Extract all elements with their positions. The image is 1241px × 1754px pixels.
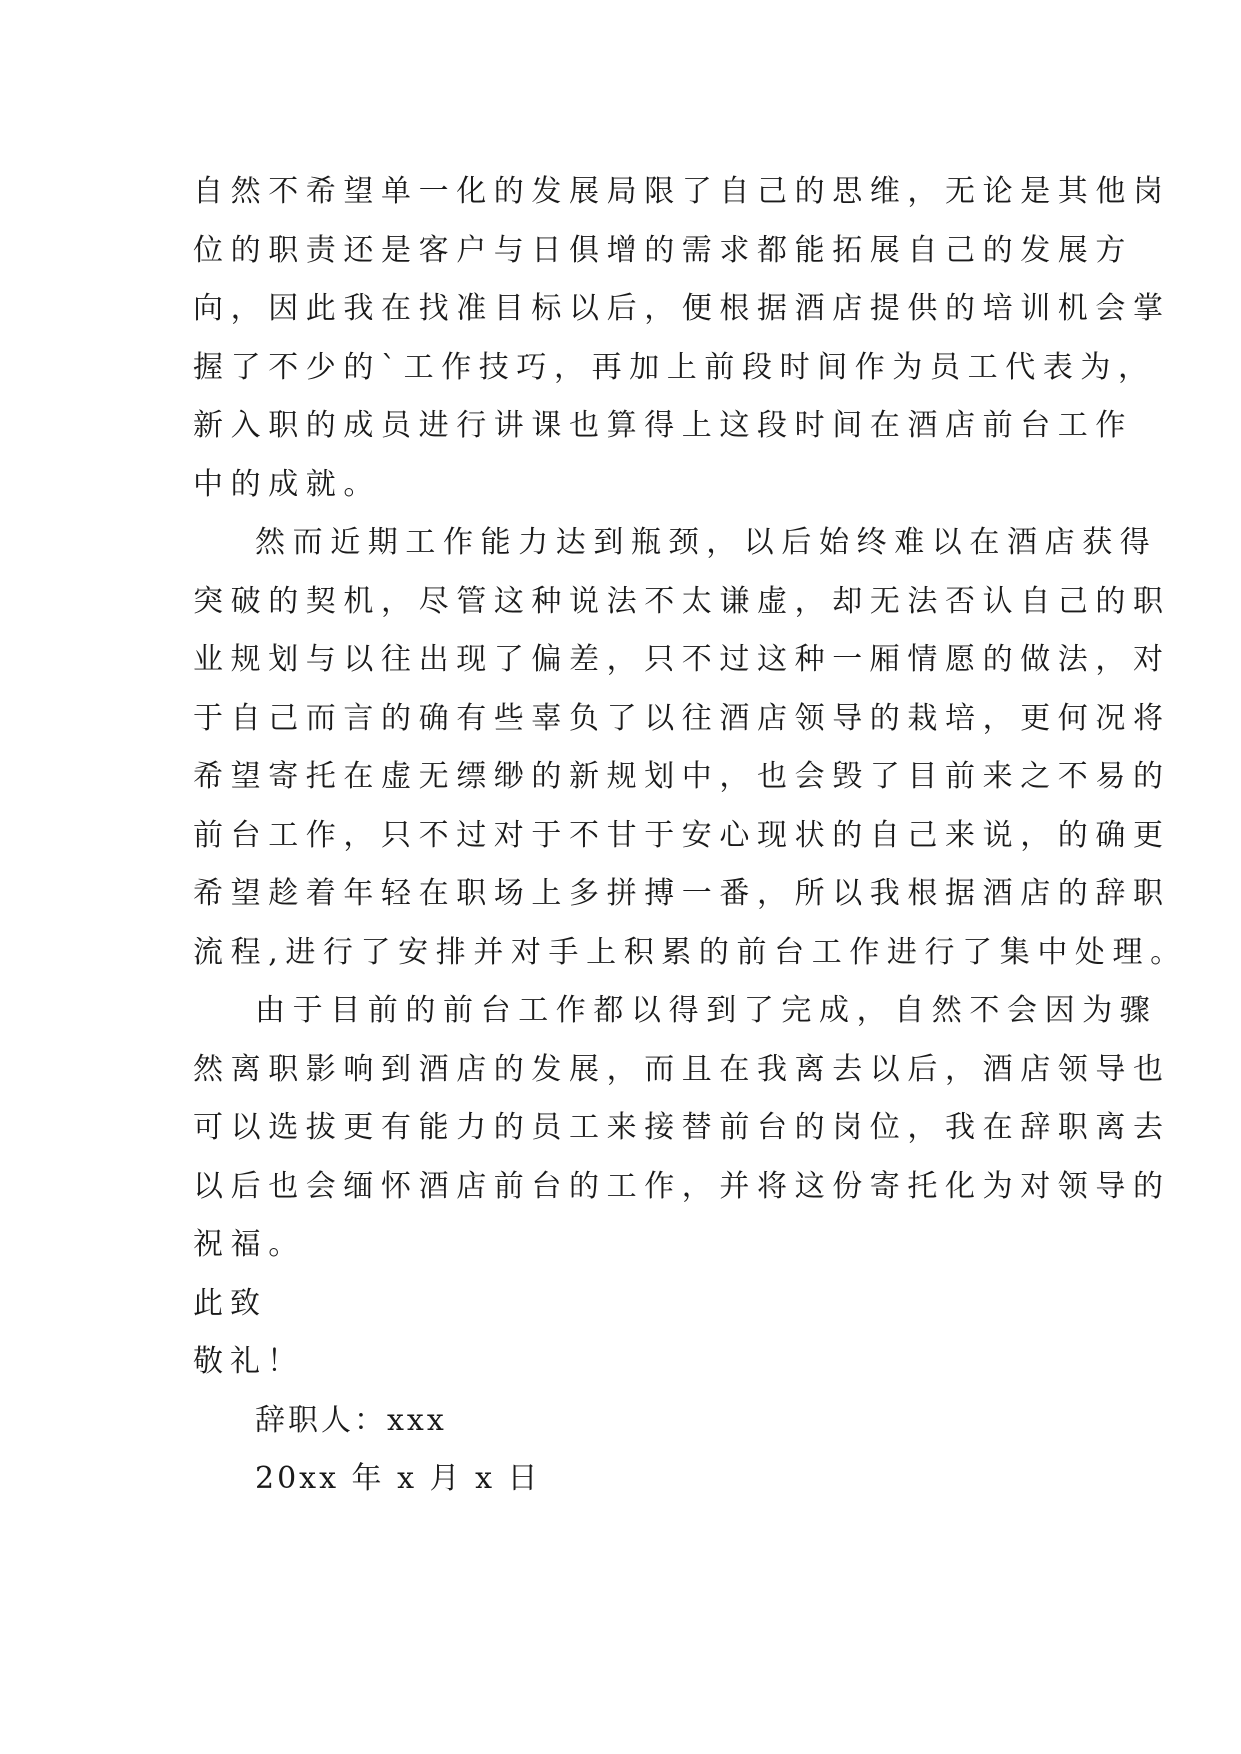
text-line: 然而近期工作能力达到瓶颈，以后始终难以在酒店获得 — [255, 525, 1158, 560]
text-line: 握了不少的`工作技巧，再加上前段时间作为员工代表为， — [193, 349, 1156, 385]
paragraph-1 — [193, 163, 1171, 514]
text-line: 中的成就。 — [193, 466, 381, 502]
text-line: 然离职影响到酒店的发展，而且在我离去以后，酒店领导也 — [193, 1051, 1171, 1087]
text-line: 祝福。 — [193, 1227, 306, 1262]
text-line: 自然不希望单一化的发展局限了自己的思维，无论是其他岗 — [193, 174, 1171, 209]
text-line: 向，因此我在找准目标以后，便根据酒店提供的培训机会掌 — [193, 291, 1171, 326]
text-line: 业规划与以往出现了偏差，只不过这种一厢情愿的做法，对 — [193, 642, 1171, 677]
paragraph-3 — [193, 982, 1171, 1275]
text-line: 由于目前的前台工作都以得到了完成，自然不会因为骤 — [255, 993, 1158, 1028]
letter-date: 20xx 年 x 月 x 日 — [255, 1461, 541, 1496]
signer-name: 辞职人：xxx — [255, 1402, 447, 1438]
text-line: 流程,进行了安排并对手上积累的前台工作进行了集中处理。 — [193, 934, 1188, 970]
text-line: 希望寄托在虚无缥缈的新规划中，也会毁了目前来之不易的 — [193, 759, 1171, 794]
letter-body — [193, 163, 1188, 1509]
text-line: 新入职的成员进行讲课也算得上这段时间在酒店前台工作 — [193, 408, 1133, 443]
text-line: 前台工作，只不过对于不甘于安心现状的自己来说，的确更 — [193, 817, 1171, 853]
text-line: 于自己而言的确有些辜负了以往酒店领导的栽培，更何况将 — [193, 700, 1171, 736]
paragraph-2 — [193, 514, 1188, 982]
salutation-closing: 此致 — [193, 1285, 267, 1321]
salutation-regards: 敬礼！ — [193, 1344, 304, 1379]
text-line: 可以选拔更有能力的员工来接替前台的岗位，我在辞职离去 — [193, 1110, 1171, 1145]
text-line: 以后也会缅怀酒店前台的工作，并将这份寄托化为对领导的 — [193, 1168, 1171, 1204]
letter-closing — [193, 1275, 1053, 1509]
text-line: 希望趁着年轻在职场上多拼搏一番，所以我根据酒店的辞职 — [193, 876, 1171, 911]
text-line: 位的职责还是客户与日俱增的需求都能拓展自己的发展方 — [193, 232, 1133, 268]
text-line: 突破的契机，尽管这种说法不太谦虚，却无法否认自己的职 — [193, 583, 1171, 619]
